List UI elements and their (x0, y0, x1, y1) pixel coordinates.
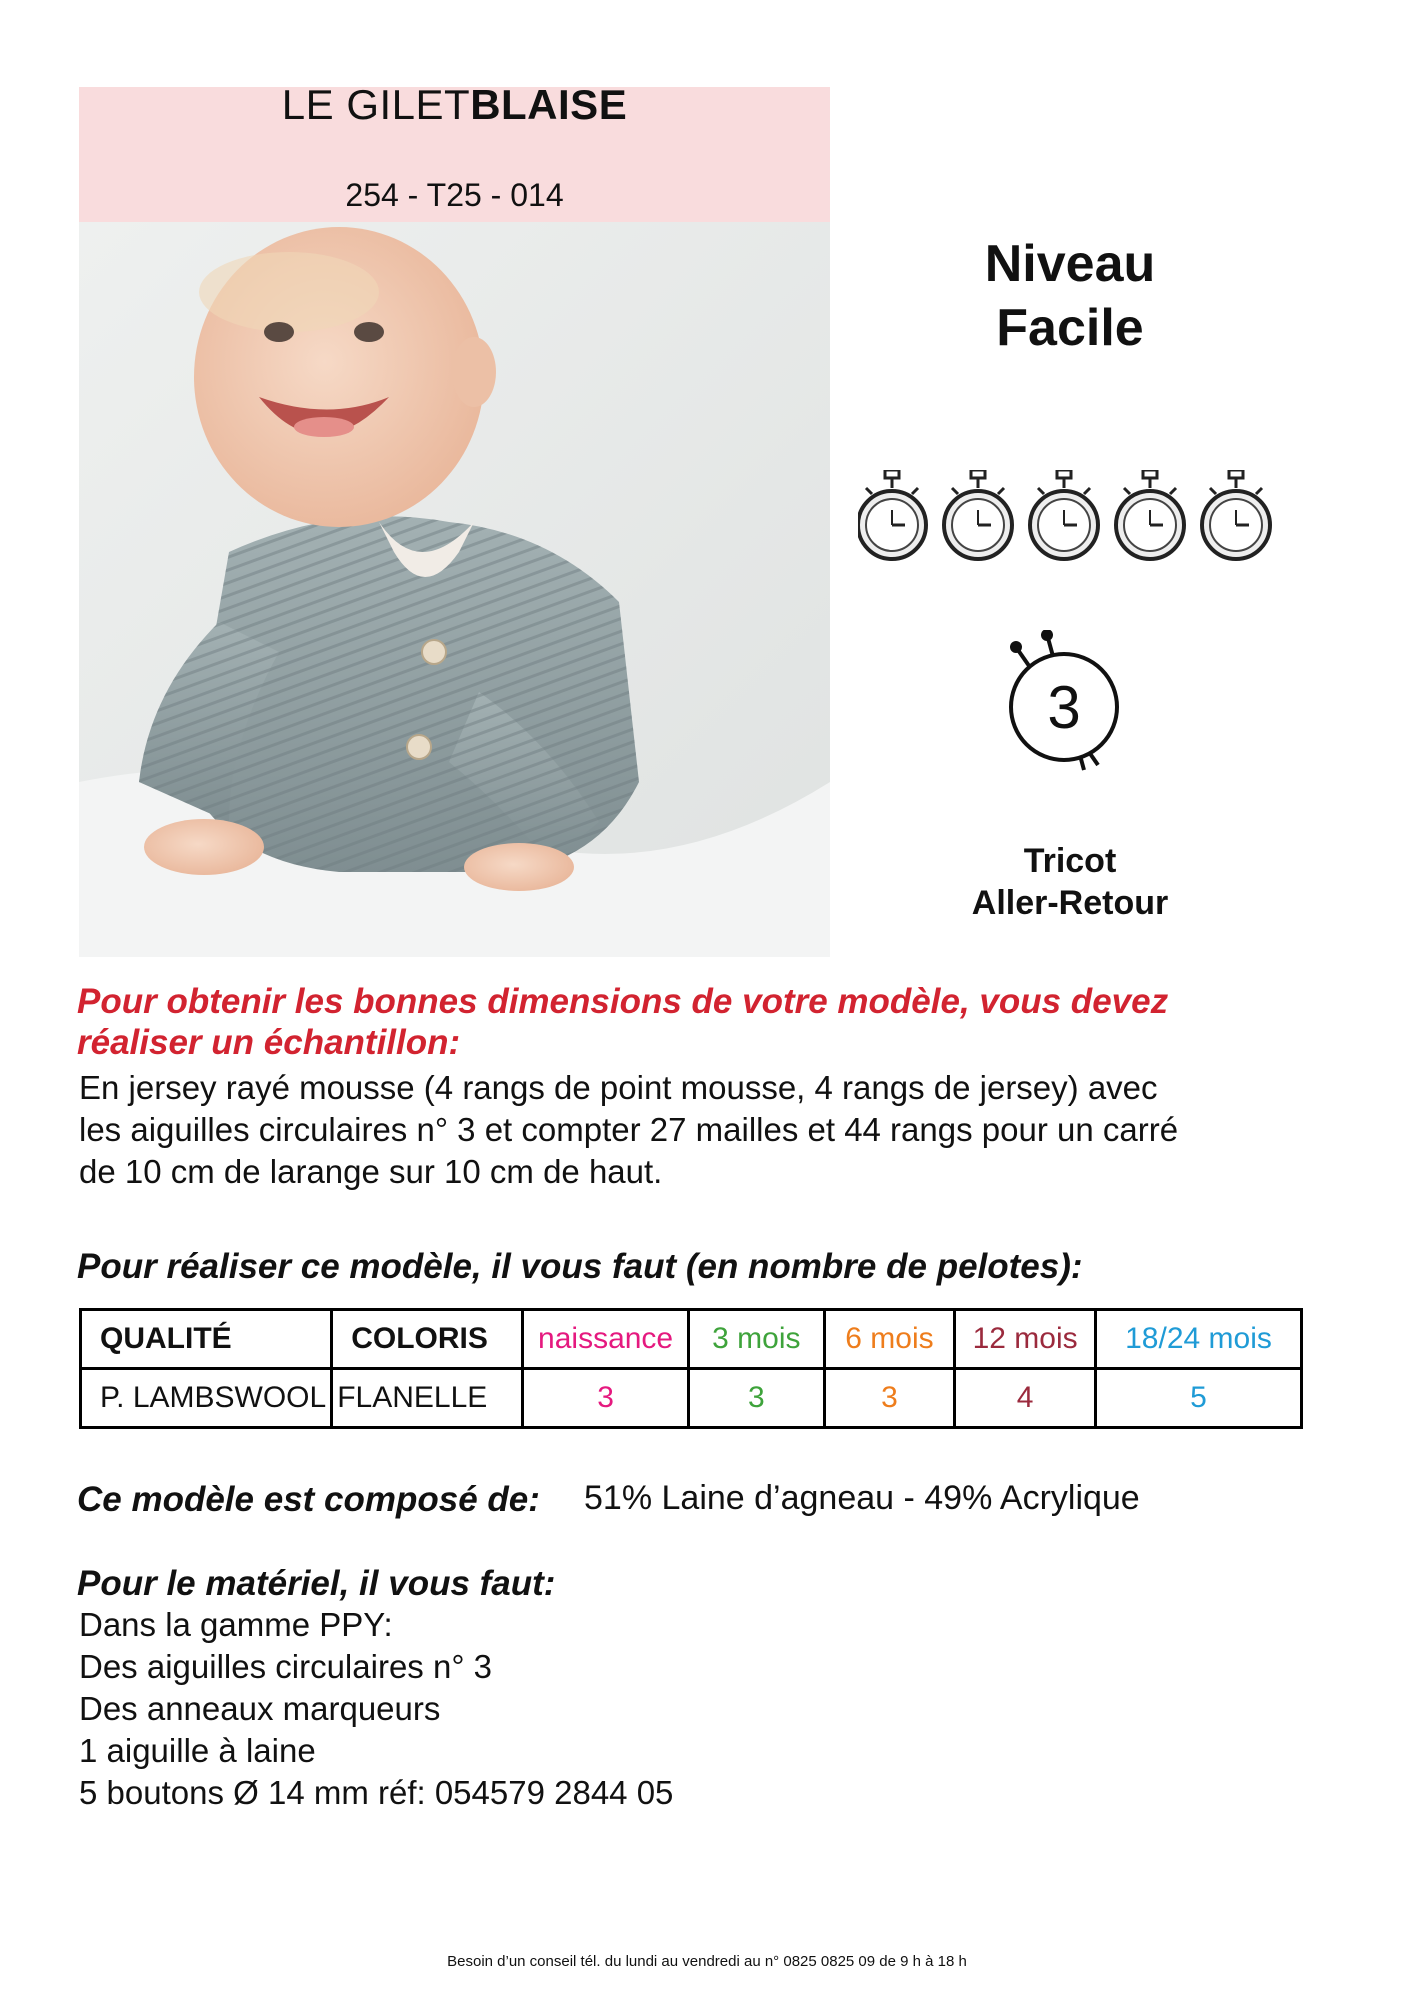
needle-size: 3 (1047, 674, 1081, 741)
composition-value: 51% Laine d’agneau - 49% Acrylique (584, 1479, 1140, 1517)
stopwatch-rating (858, 470, 1278, 565)
title-model-name: BLAISE (470, 81, 628, 128)
size-label: 12 mois (955, 1310, 1096, 1369)
title-prefix: LE GILET (281, 81, 471, 128)
gauge-text-line3: de 10 cm de larange sur 10 cm de haut. (79, 1153, 663, 1190)
size-label: 3 mois (688, 1310, 824, 1369)
table-row (81, 1369, 1302, 1428)
stopwatch-icon (1116, 470, 1184, 559)
equipment-heading: Pour le matériel, il vous faut: (77, 1564, 556, 1603)
table-header-row (81, 1310, 1302, 1369)
stopwatch-icon (1202, 470, 1270, 559)
quality-cell: P. LAMBSWOOL (81, 1369, 332, 1428)
quantity-cell: 4 (955, 1369, 1096, 1428)
size-label: 6 mois (824, 1310, 955, 1369)
list-item: Dans la gamme PPY: (79, 1606, 393, 1643)
quantity-cell: 3 (523, 1369, 689, 1428)
technique-line2: Aller-Retour (971, 884, 1169, 922)
header-quality: QUALITÉ (81, 1310, 332, 1369)
knitting-needle-size-icon (1000, 630, 1140, 780)
materials-heading: Pour réaliser ce modèle, il vous faut (en nombre de pelotes): (77, 1247, 1083, 1286)
list-item: 5 boutons Ø 14 mm réf: 054579 2844 05 (79, 1774, 674, 1811)
header-color: COLORIS (332, 1310, 523, 1369)
size-label: 18/24 mois (1095, 1310, 1301, 1369)
list-item: Des aiguilles circulaires n° 3 (79, 1648, 493, 1685)
quantity-cell: 3 (688, 1369, 824, 1428)
stopwatch-icon (858, 470, 926, 559)
technique-line1: Tricot (1023, 842, 1117, 880)
level-value: Facile (996, 299, 1144, 357)
baby-in-grey-knitted-cardigan-photo (79, 222, 830, 957)
gauge-heading-line2: réaliser un échantillon: (77, 1023, 461, 1062)
list-item: 1 aiguille à laine (79, 1732, 316, 1769)
color-cell: FLANELLE (332, 1369, 523, 1428)
list-item: Des anneaux marqueurs (79, 1690, 441, 1727)
gauge-heading-line1: Pour obtenir les bonnes dimensions de votre modèle, vous devez (77, 982, 1169, 1021)
footer-note: Besoin d’un conseil tél. du lundi au vendredi au n° 0825 0825 09 de 9 h à 18 h (447, 1953, 967, 1970)
yarn-table (79, 1308, 1303, 1429)
composition-heading: Ce modèle est composé de: (77, 1480, 540, 1519)
quantity-cell: 3 (824, 1369, 955, 1428)
stopwatch-icon (944, 470, 1012, 559)
size-label: naissance (523, 1310, 689, 1369)
stopwatch-icon (1030, 470, 1098, 559)
level-label: Niveau (984, 235, 1156, 293)
gauge-text-line1: En jersey rayé mousse (4 rangs de point mousse, 4 rangs de jersey) avec (79, 1069, 1158, 1106)
quantity-cell: 5 (1095, 1369, 1301, 1428)
page-title (79, 80, 830, 130)
gauge-text-line2: les aiguilles circulaires n° 3 et compter 27 mailles et 44 rangs pour un carré (79, 1111, 1179, 1148)
reference-code: 254 - T25 - 014 (345, 177, 564, 213)
